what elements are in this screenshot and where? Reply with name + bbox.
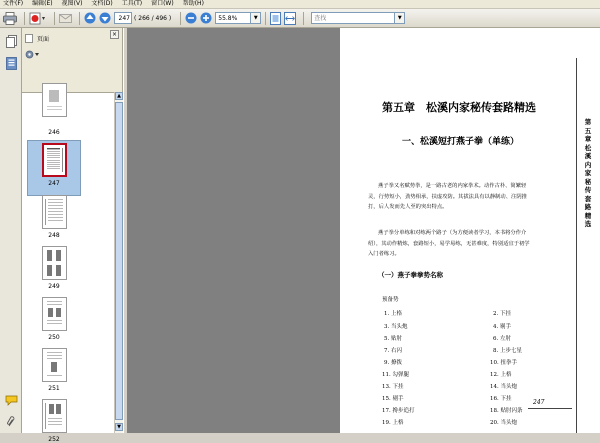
move-item: 10. 扭拳手 [490, 360, 517, 366]
thumbnail-page-label: 252 [48, 436, 60, 443]
search-box [311, 12, 405, 24]
thumbnail-list [22, 92, 114, 443]
zoom-level-input[interactable] [215, 12, 251, 24]
move-item: 4. 剔手 [493, 324, 511, 330]
options-icon [25, 50, 41, 59]
menu-view[interactable]: 视图(V) [61, 0, 83, 7]
thumbnail-page[interactable] [42, 297, 67, 331]
thumbnail-page-label: 246 [48, 129, 60, 136]
zoom-dropdown-button[interactable] [251, 12, 261, 24]
move-item: 12. 上格 [490, 372, 512, 378]
fit-width-icon [284, 12, 296, 25]
page-count: ( 266 / 496 ) [134, 14, 172, 22]
page-preview [43, 247, 66, 279]
document-page [340, 28, 600, 433]
pages-nav-button[interactable] [4, 34, 18, 48]
pdf-create-icon [29, 12, 47, 25]
scroll-up-button[interactable] [115, 92, 123, 100]
move-item: 14. 当头炮 [490, 384, 517, 390]
page-number-input[interactable] [114, 12, 132, 24]
thumbnail-page-label: 251 [48, 385, 60, 392]
page-preview [44, 145, 65, 175]
document-view [127, 28, 600, 433]
fit-page-button[interactable] [270, 11, 281, 25]
move-item: 9. 撩拨 [384, 360, 402, 366]
menu-edit[interactable]: 编辑(E) [32, 0, 53, 7]
chevron-up-icon: ▲ [117, 93, 121, 99]
move-item: 13. 下挂 [382, 384, 404, 390]
thumbnail-page-current[interactable] [42, 143, 67, 177]
thumbnail-page[interactable] [42, 195, 67, 229]
move-item: 3. 当头炮 [384, 324, 408, 330]
menu-document[interactable]: 文档(D) [91, 0, 113, 7]
thumbnail-page-label: 247 [48, 180, 60, 187]
move-item: 18. 贴肘闪条 [490, 408, 523, 414]
attachments-nav-button[interactable] [4, 414, 18, 428]
next-page-button[interactable] [99, 11, 111, 25]
page-preview [43, 196, 66, 228]
page-preview [43, 349, 66, 381]
zoom-out-button[interactable] [185, 11, 197, 25]
chevron-down-icon: ▼ [117, 424, 121, 430]
toolbar-separator [54, 12, 55, 25]
menu-file[interactable]: 文件(F) [3, 0, 24, 7]
toolbar-separator [265, 12, 266, 25]
page-preview [43, 298, 66, 330]
footer-rule [528, 408, 572, 409]
zoom-in-icon [200, 12, 212, 24]
toolbar [0, 9, 600, 28]
move-item: 11. 勾弹腿 [382, 372, 409, 378]
print-button[interactable] [3, 11, 17, 25]
margin-rule [576, 58, 577, 433]
paragraph: 燕子拳又名赋势拳，是一路古老的内家拳术。动作古朴、简繁轻灵，行势短小，劲势相承，扶虚攻防。其拔法具有以静制动、注阴推打，后人发而先人至的突出特点。 [368, 183, 527, 210]
thumbnail-scrollbar[interactable] [114, 92, 123, 433]
page-preview [43, 84, 66, 116]
move-item: 17. 搀步追打 [382, 408, 415, 414]
pages-panel [22, 28, 123, 443]
scroll-down-button[interactable] [115, 423, 123, 431]
create-pdf-button[interactable] [29, 11, 47, 25]
printer-icon [3, 12, 17, 25]
panel-options-button[interactable] [25, 48, 41, 60]
zoom-in-button[interactable] [200, 11, 212, 25]
section-title: 一、松溪短打燕子拳（单练） [402, 137, 520, 147]
chapter-title: 第五章 松溪内家秘传套路精选 [382, 101, 536, 114]
move-item: 8. 上步七星 [493, 348, 522, 354]
comments-nav-button[interactable] [4, 393, 18, 407]
bookmarks-nav-button[interactable] [4, 56, 18, 70]
search-input[interactable] [311, 12, 395, 24]
toolbar-separator [303, 12, 304, 25]
thumbnail-page-label: 248 [48, 232, 60, 239]
move-item: 2. 下挂 [493, 311, 511, 317]
arrow-up-icon [84, 12, 96, 24]
thumbnail-page[interactable] [42, 399, 67, 433]
thumbnail-page[interactable] [42, 348, 67, 382]
previous-page-button[interactable] [84, 11, 96, 25]
comment-icon [5, 395, 18, 406]
move-item: 1. 上格 [384, 311, 402, 317]
move-item: 7. 右闪 [384, 348, 402, 354]
subsection-heading: （一）燕子拳拳势名称 [378, 271, 443, 279]
paragraph: 燕子拳分单练和对练两个路子（为方便读者学习，本书将分作介绍），其动作精炼，套路短小，易学易练，无甚难度，特别适宜于初学入门者练习。 [368, 230, 530, 257]
page-preview [43, 400, 66, 432]
fit-page-icon [270, 12, 281, 25]
preparation-label: 预备势 [382, 297, 399, 303]
thumbnail-page-label: 249 [48, 283, 60, 290]
zoom-out-icon [185, 12, 197, 24]
search-dropdown-button[interactable] [395, 12, 405, 24]
chevron-down-icon: ▼ [253, 15, 258, 21]
fit-width-button[interactable] [284, 11, 296, 25]
panel-close-button[interactable]: × [111, 31, 118, 38]
page-number: 247 [533, 399, 545, 406]
panel-header [22, 31, 122, 45]
thumbnail-page[interactable] [42, 246, 67, 280]
move-item: 16. 下挂 [490, 396, 512, 402]
menu-bar [0, 0, 600, 9]
pages-icon [6, 35, 17, 48]
bookmark-icon [6, 57, 17, 70]
scrollbar-thumb[interactable] [115, 102, 123, 420]
move-item: 5. 贴肘 [384, 336, 402, 342]
email-button[interactable] [59, 11, 72, 25]
thumbnail-page-label: 250 [48, 334, 60, 341]
pages-icon [25, 34, 33, 43]
move-item: 6. 左肘 [493, 336, 511, 342]
menu-window[interactable]: 窗口(W) [151, 0, 174, 7]
envelope-icon [59, 13, 72, 24]
arrow-down-icon [99, 12, 111, 24]
menu-help[interactable]: 帮助(H) [182, 0, 204, 7]
toolbar-separator [24, 12, 25, 25]
menu-tools[interactable]: 工具(T) [121, 0, 143, 7]
toolbar-separator [180, 12, 181, 25]
thumbnail-page[interactable] [42, 83, 67, 117]
panel-title: 页面 [37, 35, 50, 43]
navigation-bar [0, 28, 22, 433]
paperclip-icon [6, 415, 16, 428]
chevron-down-icon: ▼ [397, 15, 402, 21]
running-header: 第五章 松溪内家秘传套路精选 [584, 118, 598, 228]
move-item: 15. 剔手 [382, 396, 404, 402]
move-item: 20. 当头炮 [490, 420, 517, 426]
move-item: 19. 上格 [382, 420, 404, 426]
toolbar-separator [79, 12, 80, 25]
